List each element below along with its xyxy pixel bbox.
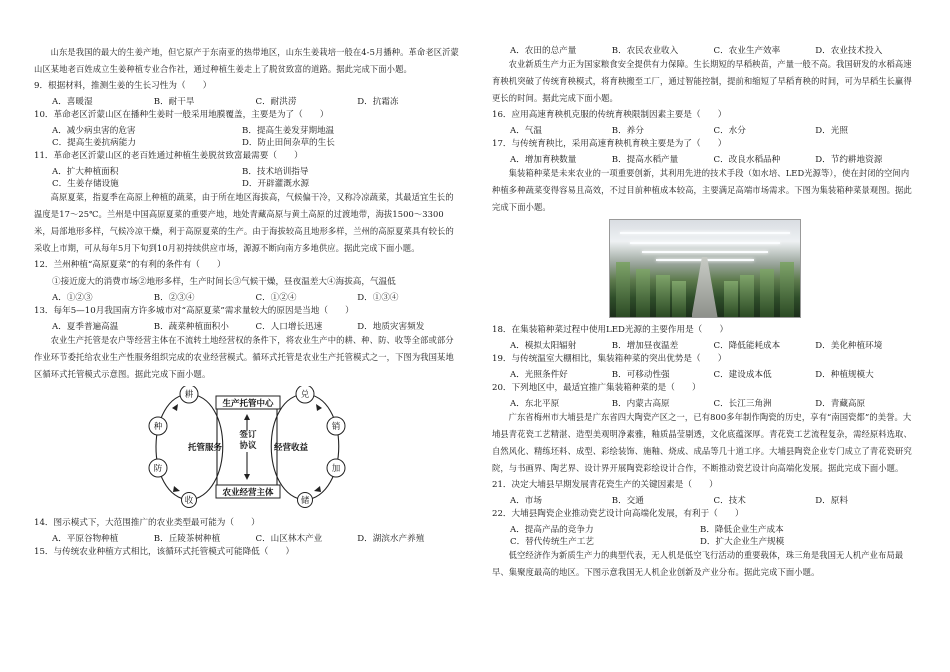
question-19: 19．与传统温室大棚相比，集装箱种菜的突出优势是（ ） [492,354,727,364]
question-11: 11．革命老区沂蒙山区的老百姓通过种植生姜脱贫致富最需要（ ） [34,151,303,161]
question-13: 13．每年5—10月我国南方许多城市对“高原夏菜”需求量较大的原因是当地（ ） [34,306,354,316]
question-10-options-row1 [34,124,459,136]
q12-option-a: A．①②③ [52,293,93,303]
question-9: 9．根据材料，推测生姜的生长习性为（ ） [34,81,212,91]
question-20-options [492,397,917,409]
q21-option-d: D．原料 [815,496,848,506]
q21-option-b: B．交通 [611,496,644,506]
passage-drone-industry: 低空经济作为新质生产力的典型代表，无人机是低空飞行活动的重要载体，珠三角是我国无人机产业布局最早、集聚度最高的地区。下图示意我国无人机企业创新及产业分布。据此完成下面小题。 [492,550,904,577]
question-19-options [492,368,917,380]
passage-plateau-vegetables: 高原夏菜，指夏季在高原上种植的蔬菜，由于所在地区海拔高，气候偏干冷，又称冷凉蔬菜，其最适宜生长的温度是17～25℃。兰州是中国高原夏菜的重要产地，地处青藏高原与黄土高原的过渡地带，海拔1500～3300米，局部地形多样，气候冷凉干燥，利于高原夏菜的生产。由于海拔较高且地形多样，兰州的高原夏菜具有较长的采收上市期，可从每年5月下旬到10月初持续供应市场，源源不断向南方多地供应。据此完成下面小题。 [34,192,454,253]
q20-option-a: A．东北平原 [510,399,560,409]
question-22-options-row1 [492,523,917,535]
question-12-items: ①接近庞大的消费市场②地形多样，生产时间长③气候干燥，昼夜温差大④海拔高，气温低 [52,277,396,287]
q11-option-a: A．扩大种植面积 [52,167,119,177]
question-11-options-row2 [34,177,459,189]
cycle-node-exchange: 兑 [300,390,310,400]
q14-option-a: A．平原谷物种植 [52,534,119,544]
q18-option-c: C．降低能耗成本 [713,341,781,351]
q15-option-b: B．农民农业收入 [611,46,679,56]
q16-option-a: A．气温 [510,126,542,136]
passage-dapu-porcelain: 广东省梅州市大埔县是广东省四大陶瓷产区之一，已有800多年制作陶瓷的历史，享有“南国瓷都”的美誉。大埔县青花瓷工艺精湛、造型美观明净素雅，釉质晶莹剔透，文化底蕴深厚。青花瓷工艺流程复杂，需经原料选取、自然风化、精练坯料、成型、彩绘装饰、施釉、烧成、成品等几十道工序。大埔县陶瓷企业专门成立了青花瓷研究院，与书画界、陶艺界、设计界开展陶瓷彩绘设计合作，不断推动瓷艺设计向高端化发展。据此完成下面小题。 [492,412,912,473]
q17-option-d: D．节约耕地资源 [815,155,883,165]
q20-option-c: C．长江三角洲 [713,399,772,409]
q11-option-c: C．生姜存储设施 [52,179,119,189]
q17-option-c: C．改良水稻品种 [713,155,781,165]
q18-option-d: D．美化种植环境 [815,341,883,351]
diagram-top-box: 生产托管中心 [222,399,274,409]
q14-option-b: B．丘陵茶树种植 [153,534,221,544]
q19-option-b: B．可移动性强 [611,370,670,380]
q21-option-c: C．技术 [713,496,746,506]
cycle-node-harvest: 收 [184,496,194,506]
question-14-options [34,532,459,544]
q9-option-a: A．喜暖湿 [52,97,93,107]
cycle-node-store: 储 [300,496,310,506]
diagram-bottom-box: 农业经营主体 [222,488,274,498]
question-10-options-row2 [34,136,459,148]
cycle-node-sow: 种 [153,422,163,432]
cycle-node-plow: 耕 [184,390,194,400]
passage-rice-seedling: 农业新质生产力正为国家粮食安全提供有力保障。生长期短的早稻秧苗，产量一般不高。我国研发的水稻高速育秧机突破了传统育秧模式，将育秧搬至工厂，通过智能控制，提前和缩短了早稻育秧的时间，可为早稻生长赢得更长的时间。据此完成下面小题。 [492,59,912,103]
q16-option-b: B．养分 [611,126,644,136]
q11-option-d: D．开辟灌溉水源 [242,179,310,189]
q20-option-b: B．内蒙古高原 [611,399,670,409]
question-12-options [34,291,459,303]
q20-option-d: D．青藏高原 [815,399,866,409]
question-16: 16．应用高速育秧机克服的传统育秧限制因素主要是（ ） [492,110,727,120]
right-column [492,0,917,581]
cycle-node-process: 加 [331,464,341,474]
question-15-options [492,44,917,56]
q14-option-d: D．湖滨水产养殖 [357,534,425,544]
q13-option-d: D．地质灾害频发 [357,322,425,332]
q19-option-c: C．建设成本低 [713,370,772,380]
q16-option-c: C．水分 [713,126,746,136]
q18-option-a: A．模拟太阳辐射 [510,341,577,351]
q15-option-c: C．农业生产效率 [713,46,781,56]
q22-option-c: C．替代传统生产工艺 [510,537,594,547]
trusteeship-cycle-diagram [34,386,459,511]
q22-option-d: D．扩大企业生产规模 [700,537,785,547]
container-farm-photo [609,219,801,318]
question-16-options [492,124,917,136]
q16-option-d: D．光照 [815,126,848,136]
question-15: 15．与传统农业种植方式相比，该循环式托管模式可能降低（ ） [34,547,295,557]
q12-option-d: D．①③④ [357,293,399,303]
question-9-options [34,95,459,107]
q18-option-b: B．增加昼夜温差 [611,341,679,351]
question-21: 21．决定大埔县早期发展青花瓷生产的关键因素是（ ） [492,480,718,490]
question-10: 10．革命老区沂蒙山区在播种生姜时一般采用地膜覆盖，主要是为了（ ） [34,110,329,120]
q17-option-a: A．增加育秧数量 [510,155,577,165]
passage-container-farming: 集装箱种菜是未来农业的一项重要创新，其利用先进的技术手段（如水培、LED光源等），使在封闭的空间内种植多种蔬菜变得容易且高效，不过目前种植成本较高，主要满足高端市场需求。下图为集装箱种菜景观图。据此完成下面小题。 [492,168,912,212]
q10-option-c: C．提高生姜抗病能力 [52,138,136,148]
q13-option-c: C．人口增长迅速 [255,322,323,332]
cycle-node-protect: 防 [153,464,163,474]
diagram-right-label: 经营收益 [274,443,309,453]
cycle-diagram-svg [34,386,459,508]
q21-option-a: A．市场 [510,496,542,506]
question-18: 18．在集装箱种菜过程中使用LED光源的主要作用是（ ） [492,325,729,335]
question-12: 12．兰州种植“高原夏菜”的有利的条件有（ ） [34,260,226,270]
q15-option-d: D．农业技术投入 [815,46,883,56]
question-17: 17．与传统育秧比，采用高速育秧机育秧主要是为了（ ） [492,139,727,149]
q11-option-b: B．技术培训指导 [242,167,309,177]
q12-option-b: B．②③④ [153,293,195,303]
passage-ginger: 山东是我国的最大的生姜产地，但它原产于东南亚的热带地区，山东生姜栽培一般在4-5月播种。革命老区沂蒙山区某地老百姓成立生姜种植专业合作社，通过种植生姜走上了脱贫致富的道路。据此完成下面小题。 [34,47,459,74]
cycle-node-sell: 销 [331,422,341,432]
q10-option-a: A．减少病虫害的危害 [52,126,136,136]
question-14: 14．图示模式下，大范围推广的农业类型最可能为（ ） [34,518,260,528]
q9-option-d: D．抗霜冻 [357,97,399,107]
q22-option-b: B．降低企业生产成本 [700,525,784,535]
q13-option-a: A．夏季普遍高温 [52,322,119,332]
diagram-center-label: 签订协议 [236,430,260,452]
q9-option-b: B．耐干旱 [153,97,195,107]
q12-option-c: C．①②④ [255,293,297,303]
question-22-options-row2 [492,535,917,547]
q15-option-a: A．农田的总产量 [510,46,577,56]
question-11-options-row1 [34,165,459,177]
question-18-options [492,339,917,351]
q17-option-b: B．提高水稻产量 [611,155,679,165]
q10-option-d: D．防止田间杂草的生长 [242,138,335,148]
passage-agri-trusteeship: 农业生产托管是农户等经营主体在不流转土地经营权的条件下，将农业生产中的耕、种、防、收等全部或部分作业环节委托给农业生产性服务组织完成的农业经营模式。循环式托管是农业生产托管模式之一，下图为我国某地区循环式托管模式示意图。据此完成下面小题。 [34,335,454,379]
q13-option-b: B．蔬菜种植面积小 [153,322,229,332]
question-21-options [492,494,917,506]
q19-option-a: A．光照条件好 [510,370,568,380]
q19-option-d: D．种植规模大 [815,370,874,380]
q10-option-b: B．提高生姜发芽期地温 [242,126,335,136]
question-17-options [492,153,917,165]
q9-option-c: C．耐洪涝 [255,97,297,107]
left-column [34,0,459,561]
q22-option-a: A．提高产品的竞争力 [510,525,594,535]
diagram-left-label: 托管服务 [187,443,222,453]
question-22: 22．大埔县陶瓷企业推动瓷艺设计向高端化发展，有利于（ ） [492,509,744,519]
q14-option-c: C．山区林木产业 [255,534,323,544]
question-20: 20．下列地区中，最适宜推广集装箱种菜的是（ ） [492,383,701,393]
question-13-options [34,320,459,332]
